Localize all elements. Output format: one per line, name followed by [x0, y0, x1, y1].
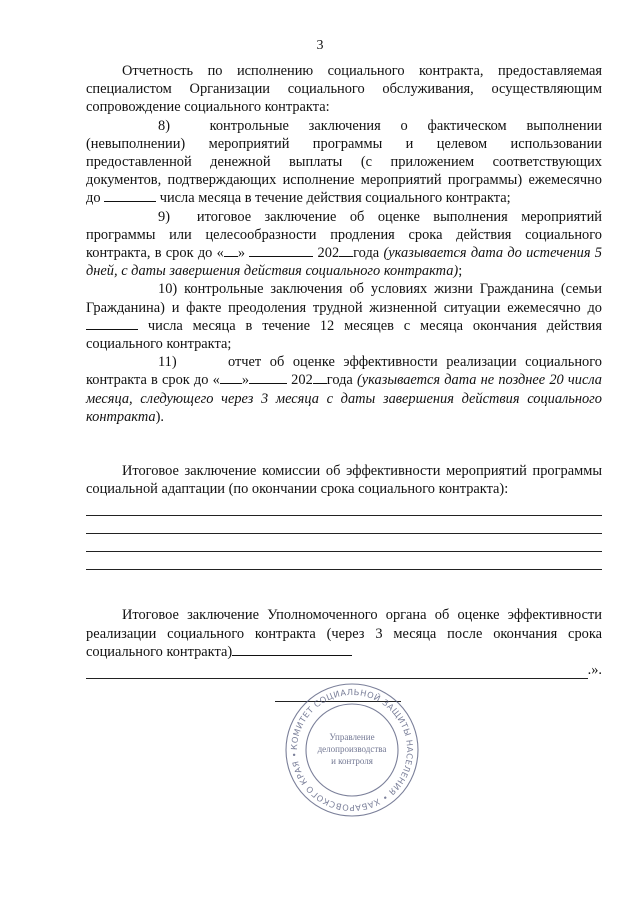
item-text: года — [326, 372, 357, 389]
authority-answer-line — [86, 661, 602, 679]
fill-blank — [232, 643, 352, 656]
item-text: числа месяца в течение действия социального контракта; — [156, 190, 511, 207]
italic-note: (указывается дата не позднее 20 числа месяца, следующего через 3 месяца с даты завершения действия социального контракта — [86, 372, 602, 425]
list-item-10 — [86, 280, 602, 353]
stamp-line: Управление — [329, 732, 375, 742]
item-number: 8) — [158, 117, 170, 134]
authority-text: Итоговое заключение Уполномоченного органа об оценке эффективности реализации социального контракта (через 3 месяца после окончания срока социального контракта) — [86, 607, 602, 660]
fill-blank — [313, 371, 327, 384]
answer-line — [86, 498, 602, 516]
fill-blank — [249, 244, 313, 257]
list-item-11 — [86, 353, 602, 426]
answer-line — [86, 661, 588, 679]
fill-blank — [86, 317, 138, 330]
list-item-8 — [86, 117, 602, 208]
item-text: года — [353, 245, 384, 262]
stamp-line: делопроизводства — [317, 744, 387, 754]
page-number: 3 — [316, 38, 324, 53]
commission-paragraph: Итоговое заключение комиссии об эффективности мероприятий программы социальной адаптации (по окончании срока социального контракта): — [86, 463, 602, 498]
item-text: контрольные заключения об условиях жизни Гражданина (семьи Гражданина) и факте преодоления трудной жизненной ситуации ежемесячно до — [86, 281, 602, 316]
fill-blank — [220, 371, 242, 384]
official-stamp — [282, 680, 422, 820]
item-text: итоговое заключение об оценке выполнения мероприятий программы или целесообразности продления срока действия социального контракта, в срок до « — [86, 208, 602, 262]
item-text: » — [237, 245, 250, 262]
document-body — [86, 62, 602, 679]
item-text: » — [241, 372, 250, 389]
answer-line — [86, 552, 602, 570]
commission-answer-lines — [86, 498, 602, 570]
answer-line — [86, 516, 602, 534]
stamp-line: и контроля — [331, 756, 373, 766]
authority-paragraph — [86, 606, 602, 661]
intro-paragraph: Отчетность по исполнению социального контракта, предоставляемая специалистом Организации социального обслуживания, осуществляющим сопровождение социального контракта: — [86, 63, 602, 116]
item-text: ). — [155, 408, 164, 425]
fill-blank — [339, 244, 353, 257]
answer-line — [86, 534, 602, 552]
item-number: 10) — [158, 281, 178, 298]
fill-blank — [104, 189, 156, 202]
item-text: 202 — [287, 372, 313, 389]
item-text: отчет об оценке эффективности реализации социального контракта в срок до « — [86, 354, 602, 389]
fill-blank — [224, 244, 238, 257]
item-text: ; — [458, 263, 463, 280]
item-text: числа месяца в течение 12 месяцев с месяца окончания действия социального контракта; — [86, 317, 602, 353]
closing-quote: .». — [587, 662, 602, 679]
item-text: 202 — [313, 245, 340, 262]
italic-note: (указывается дата до истечения 5 дней, с даты завершения действия социального контракта) — [86, 245, 603, 280]
item-number: 9) — [158, 208, 170, 225]
list-item-9 — [86, 208, 602, 281]
stamp-ring-text: КОМИТЕТ СОЦИАЛЬНОЙ ЗАЩИТЫ НАСЕЛЕНИЯ • ХАБАРОВСКОГО КРАЯ • — [288, 686, 416, 814]
item-number: 11) — [158, 354, 177, 371]
item-text: контрольные заключения о фактическом выполнении (невыполнении) мероприятий программы и целевом использовании предоставленной денежной выплаты (с приложением соответствующих документов, подтверждающих исполнение мероприятий программы) ежемесячно до — [86, 117, 602, 207]
fill-blank — [249, 371, 287, 384]
